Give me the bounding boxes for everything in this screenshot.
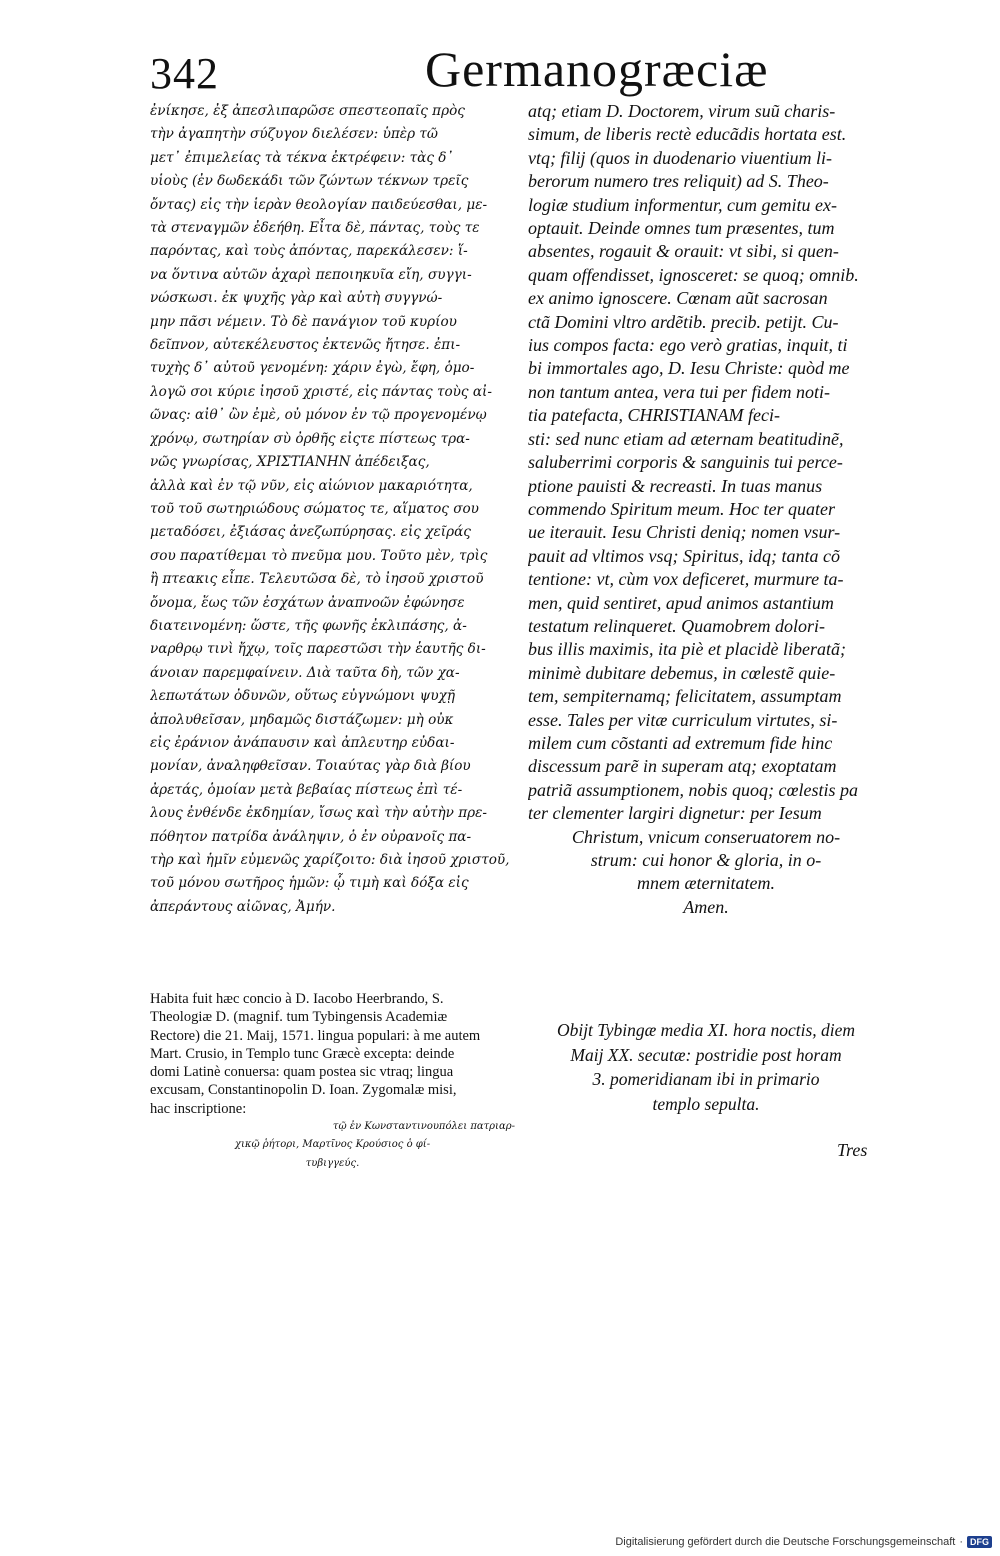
greek-text-line: ἀπεράντους αἰῶνας, Ἀμήν. <box>150 898 336 915</box>
latin-text-line: tia patefacta, CHRISTIANAM feci- <box>528 405 780 426</box>
obituary-line: Maij XX. secutæ: postridie post horam <box>570 1044 842 1065</box>
greek-text-line: ἀπολυθεῖσαν, μηδαμῶς διστάζωμεν: μὴ οὐκ <box>150 711 454 728</box>
inscription-lines <box>150 1136 515 1173</box>
greek-text-line: νῶς γνωρίσας, ΧΡΙΣΤΙΑΝΗΝ ἀπέδειξας, <box>150 454 430 471</box>
greek-text-line: τὴρ καὶ ἡμῖν εὐμενῶς χαρίζοιτο: διὰ ἰησοῦ χριστοῦ, <box>150 852 510 868</box>
greek-text-line: μετ᾽ ἐπιμελείας τὰ τέκνα ἐκτρέφειν: τὰς δ᾽ <box>150 149 454 166</box>
inscription-line: χικῷ ῥήτορι, Μαρτῖνος Κρούσιος ὁ φί- <box>234 1139 431 1151</box>
greek-text-line: δεῖπνον, αὐτεκέλευστος ἐκτενῶς ἤτησε. ἐπι- <box>150 337 461 354</box>
colophon-line: excusam, Constantinopolin D. Ioan. Zygomalæ misi, <box>150 1082 457 1099</box>
greek-text-line: ἀρετάς, ὁμοίαν μετὰ βεβαίας πίστεως ἐπὶ τέ- <box>150 781 463 798</box>
greek-text-line: λεπωτάτων ὀδυνῶν, οὕτως εὐγνώμονι ψυχῇ <box>150 688 455 705</box>
latin-text-line: ctã Domini vltro ardẽtib. precib. petijt. Cu- <box>528 311 839 332</box>
greek-text-line: παρόντας, καὶ τοὺς ἀπόντας, παρεκάλεσεν: ἵ- <box>150 243 468 260</box>
latin-text-line: ter clementer largiri dignetur: per Iesum <box>528 803 822 824</box>
latin-ending-line: Christum, vnicum conseruatorem no- <box>571 826 841 847</box>
obituary-line: templo sepulta. <box>652 1093 760 1114</box>
latin-text-line: commendo Spiritum meum. Hoc ter quater <box>528 498 835 519</box>
latin-text-line: esse. Tales per vitæ curriculum virtutes, si- <box>528 709 838 730</box>
latin-text-line: milem cum cõstanti ad extremum fide hinc <box>528 732 833 753</box>
latin-body <box>528 100 884 826</box>
running-title: Germanogræciæ <box>425 41 769 97</box>
latin-ending-line: Amen. <box>683 896 729 917</box>
latin-text-line: tem, sempiternamq; felicitatem, assumptam <box>528 686 842 707</box>
obituary-note <box>528 1018 884 1116</box>
latin-text-line: bus illis maximis, ita piè et placidè liberatã; <box>528 639 846 660</box>
greek-text-line: τὰ στεναγμῶν ἐδεήθη. Εἶτα δὲ, πάντας, τοὺς τε <box>150 220 480 237</box>
inscription-inline: τῷ ἐν Κωνσταντινουπόλει πατριαρ- <box>332 1121 515 1133</box>
obituary-line: 3. pomeridianam ibi in primario <box>592 1069 820 1089</box>
catchword: Tres <box>837 1140 868 1160</box>
latin-text-line: patriã assumptionem, nobis quoq; cœlestis pa <box>528 779 859 800</box>
colophon-line: hac inscriptione: <box>150 1100 247 1117</box>
greek-text-line: ἀλλὰ καὶ ἐν τῷ νῦν, εἰς αἰώνιον μακαριότητα, <box>150 477 473 494</box>
greek-text-line: ἐνίκησε, ἐξ ἀπεσλιπαρῶσε σπεστεοπαῖς πρὸς <box>150 103 465 119</box>
greek-text-line: μεταδόσει, ἐξιάσας ἀνεζωπύρησας. εἰς χεῖράς <box>150 524 471 541</box>
greek-text-line: νώσκωσι. ἐκ ψυχῆς γὰρ καὶ αὐτὴ συγγνώ- <box>150 290 443 307</box>
colophon-line: Habita fuit hæc concio à D. Iacobo Heerbrando, S. <box>150 991 444 1007</box>
greek-text-line: να ὅντινα αὐτῶν ἀχαρὶ πεποιηκυῖα εἴη, συγγι- <box>150 266 472 283</box>
colophon-body <box>150 990 515 1118</box>
latin-text-line: discessum parẽ in superam atq; exoptatam <box>528 756 837 777</box>
obituary-line: Obijt Tybingæ media XI. hora noctis, diem <box>556 1020 856 1040</box>
latin-text-line: testatum relinqueret. Quamobrem dolori- <box>528 615 825 636</box>
latin-text-line: ex animo ignoscere. Cœnam aũt sacrosan <box>528 288 828 309</box>
colophon-line: domi Latinè conuersa: quam postea sic vtraq; lingua <box>150 1064 454 1081</box>
funding-text: Digitalisierung gefördert durch die Deutsche Forschungsgemeinschaft <box>615 1536 956 1548</box>
latin-text-line: men, quid sentiret, apud animos astantium <box>528 592 834 613</box>
colophon-note <box>150 990 515 1173</box>
greek-text-line: ναρθρῳ τινὶ ἤχῳ, τοῖς παρεστῶσι τὴν ἑαυτῆς δι- <box>150 641 486 658</box>
latin-text-line: tentione: vt, cùm vox deficeret, murmure ta- <box>528 569 844 590</box>
latin-text-column <box>528 100 884 919</box>
inscription-line: τυβιγγεύς. <box>305 1157 360 1169</box>
colophon-line: Theologiæ D. (magnif. tum Tybingensis Academiæ <box>150 1009 448 1026</box>
greek-text-line: λογῶ σοι κύριε ἰησοῦ χριστέ, εἰς πάντας τοὺς αἰ- <box>150 383 492 400</box>
greek-text-line: ἢ πτεακις εἶπε. Τελευτῶσα δὲ, τὸ ἰησοῦ χριστοῦ <box>150 571 484 588</box>
latin-ending-line: mnem æternitatem. <box>637 873 775 894</box>
greek-text-line: μην πᾶσι νέμειν. Τὸ δὲ πανάγιον τοῦ κυρίου <box>150 313 457 330</box>
greek-text-line: υἱοὺς (ἐν δωδεκάδι τῶν ζώντων τέκνων τρεῖς <box>150 173 469 190</box>
latin-text-line: logiæ studium informentur, cum gemitu ex- <box>528 194 837 215</box>
latin-text-line: sti: sed nunc etiam ad æternam beatitudinẽ, <box>528 428 844 449</box>
greek-text-line: εἰς ἐράνιον ἀνάπαυσιν καὶ ἀπλευτηρ εὐδαι- <box>150 734 455 751</box>
latin-ending-line: strum: cui honor & gloria, in o- <box>590 850 822 870</box>
latin-text-line: ius compos facta: ego verò gratias, inquit, ti <box>528 335 848 356</box>
greek-text-column <box>150 100 518 919</box>
latin-text-line: saluberrimi corporis & sanguinis tui percе- <box>528 452 843 473</box>
greek-text-line: ὄνομα, ἕως τῶν ἐσχάτων ἀναπνοῶν ἐφώνησε <box>150 594 465 611</box>
latin-text-line: ue iterauit. Iesu Christi deniq; nomen vsur- <box>528 522 841 543</box>
colophon-line: Mart. Crusio, in Templo tunc Græcè excepta: deinde <box>150 1045 455 1062</box>
greek-text-line: άνοιαν παρεμφαίνειν. Διὰ ταῦτα δὴ, τῶν χα- <box>150 664 460 681</box>
page-number: 342 <box>150 49 219 98</box>
latin-text-line: ptione pauisti & recreasti. In tuas manus <box>528 475 823 496</box>
latin-text-line: absentes, rogauit & orauit: vt sibi, si quen- <box>528 241 839 262</box>
latin-ending <box>528 826 884 920</box>
colophon-line: Rectore) die 21. Maij, 1571. lingua populari: à me autem <box>150 1027 481 1044</box>
greek-text-line: τυχὴς δ᾽ αὐτοῦ γενομένη: χάριν ἐγὼ, ἔφη, ὁμο- <box>150 360 475 377</box>
latin-text-line: atq; etiam D. Doctorem, virum suũ charis- <box>528 101 836 121</box>
latin-text-line: non tantum antea, vera tui per fidem noti- <box>528 381 830 402</box>
latin-text-line: quam offendisset, ignosceret: se quoq; omnib. <box>528 264 859 285</box>
greek-text-line: διατεινομένη: ὥστε, τῆς φωνῆς ἐκλιπάσης, ἀ- <box>150 617 467 634</box>
latin-text-line: bi immortales ago, D. Iesu Christe: quòd me <box>528 358 850 379</box>
greek-text-line: μονίαν, ἀναληφθεῖσαν. Τοιαύτας γὰρ διὰ βίου <box>150 758 471 775</box>
digitization-footer: Digitalisierung gefördert durch die Deutsche Forschungsgemeinschaft · DFG <box>615 1536 992 1548</box>
dfg-logo-icon: DFG <box>967 1536 992 1548</box>
latin-text-line: pauit ad vltimos vsq; Spiritus, idq; tanta cõ <box>528 545 840 566</box>
greek-text-line: τὴν ἀγαπητὴν σύζυγον διελέσεν: ὑπὲρ τῶ <box>150 126 438 143</box>
latin-text-line: simum, de liberis rectè educãdis hortata est. <box>528 124 847 145</box>
greek-text-line: τοῦ τοῦ σωτηριώδους σώματος τε, αἵματος σου <box>150 500 479 517</box>
greek-text-line: λους ἐνθένδε ἐκδημίαν, ἴσως καὶ τὴν αὐτὴν πρε- <box>150 805 488 822</box>
latin-text-line: minimè dubitare debemus, in cœlestẽ quie- <box>528 662 836 683</box>
greek-text-line: σου παρατίθεμαι τὸ πνεῦμα μου. Τοῦτο μὲν, τρὶς <box>150 547 488 564</box>
latin-text-line: berorum numero tres reliquit) ad S. Theo- <box>528 171 829 192</box>
greek-text-line: πόθητον πατρίδα ἀνάληψιν, ὁ ἐν οὐρανοῖς πα- <box>150 828 472 845</box>
greek-text-line: ὄντας) εἰς τὴν ἱερὰν θεολογίαν παιδεύεσθαι, με- <box>150 196 488 213</box>
colophon-greek-inscription <box>150 1118 515 1173</box>
greek-text-line: τοῦ μόνου σωτῆρος ἡμῶν: ᾧ τιμὴ καὶ δόξα εἰς <box>150 875 469 892</box>
latin-text-line: vtq; filij (quos in duodenario viuentium li- <box>528 147 832 168</box>
greek-text-line: ῶνας: αἰθ᾽ ὢν ἐμὲ, οὐ μόνον ἐν τῷ προγενομένῳ <box>150 407 487 424</box>
latin-text-line: optauit. Deinde omnes tum præsentes, tum <box>528 218 835 239</box>
greek-text-line: χρόνῳ, σωτηρίαν σὺ ὀρθῆς εἰςτε πίστεως τρα- <box>150 430 470 447</box>
